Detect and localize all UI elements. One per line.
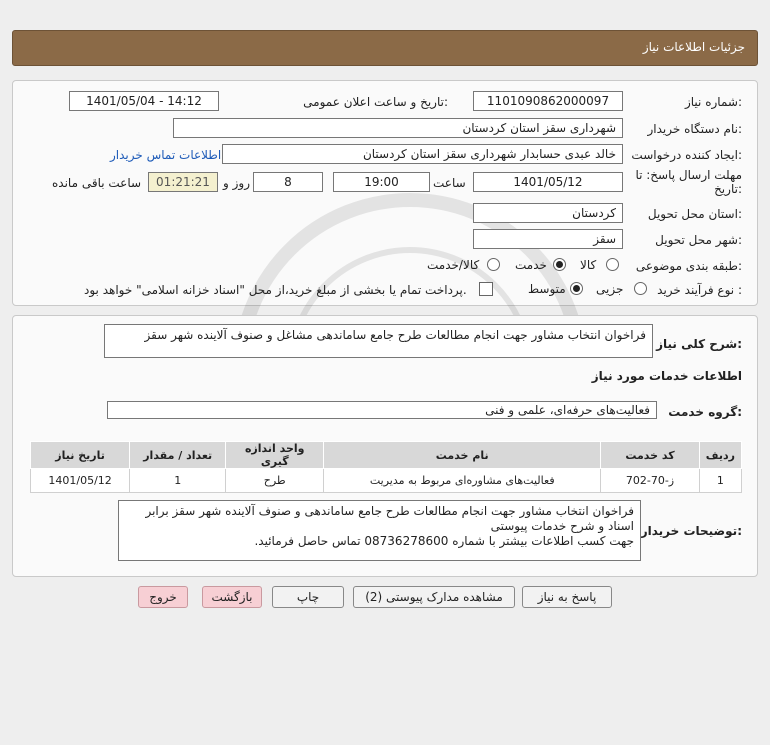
process-option-minor: جزیی	[596, 282, 624, 296]
page-header	[12, 30, 758, 66]
cell-unit: طرح	[226, 469, 324, 493]
category-radio-goods-service[interactable]	[487, 258, 500, 271]
deadline-time-field[interactable]: 19:00	[333, 172, 430, 192]
summary-field[interactable]: فراخوان انتخاب مشاور جهت انجام مطالعات طرح جامع ساماندهی مشاغل و صنوف آلاینده شهر سقز	[104, 324, 653, 358]
cell-quantity: 1	[130, 469, 226, 493]
table-header-row	[31, 442, 742, 469]
buyer-notes-field[interactable]: فراخوان انتخاب مشاور جهت انجام مطالعات طرح جامع ساماندهی و صنوف آلاینده شهر سقز برابر اسناد و شرح خدمات پیوستی جهت کسب اطلاعات بیشتر با شماره 08736278600 تماس حاصل فرمائید.	[118, 500, 641, 561]
buyer-notes-label: توضیحات خریدار:	[640, 524, 742, 538]
process-radio-minor[interactable]	[634, 282, 647, 295]
treasury-payment-checkbox[interactable]	[479, 282, 493, 296]
treasury-payment-note: پرداخت تمام یا بخشی از مبلغ خرید،از محل "اسناد خزانه اسلامی" خواهد بود.	[84, 283, 467, 297]
remaining-time-field: 01:21:21	[148, 172, 218, 192]
need-number-field[interactable]: 1101090862000097	[473, 91, 623, 111]
cell-service-code: ز-70-702	[601, 469, 700, 493]
days-label: روز و	[223, 176, 250, 190]
creator-label: ایجاد کننده درخواست:	[631, 148, 742, 162]
process-label: نوع فرآیند خرید :	[657, 283, 742, 297]
announce-label: تاریخ و ساعت اعلان عمومی:	[303, 95, 448, 109]
cell-service-name: فعالیت‌های مشاوره‌ای مربوط به مدیریت	[324, 469, 601, 493]
services-table	[30, 441, 742, 493]
table-row[interactable]	[31, 469, 742, 493]
back-button[interactable]: بازگشت	[202, 586, 262, 608]
contact-buyer-link[interactable]: اطلاعات تماس خریدار	[110, 148, 222, 162]
page-title: جزئیات اطلاعات نیاز	[642, 40, 745, 54]
need-number-label: شماره نیاز:	[684, 95, 742, 109]
province-label: استان محل تحویل:	[647, 207, 742, 221]
exit-button[interactable]: خروج	[138, 586, 188, 608]
city-label: شهر محل تحویل:	[655, 233, 742, 247]
category-option-service: خدمت	[515, 258, 547, 272]
days-field[interactable]: 8	[253, 172, 323, 192]
view-attachments-button[interactable]: مشاهده مدارک پیوستی (2)	[353, 586, 515, 608]
deadline-date-field[interactable]: 1401/05/12	[473, 172, 623, 192]
print-button[interactable]: چاپ	[272, 586, 344, 608]
creator-field[interactable]: خالد عبدی حسابدار شهرداری سقز استان کردستان	[222, 144, 623, 164]
service-group-label: گروه خدمت:	[668, 405, 742, 419]
cell-need-date: 1401/05/12	[31, 469, 130, 493]
city-field[interactable]: سقز	[473, 229, 623, 249]
category-option-goods-service: کالا/خدمت	[427, 258, 480, 272]
buyer-field[interactable]: شهرداری سقز استان کردستان	[173, 118, 623, 138]
col-service-code: کد خدمت	[601, 442, 700, 469]
cell-row: 1	[699, 469, 741, 493]
deadline-label: مهلت ارسال پاسخ: تا	[635, 168, 742, 182]
category-label: طبقه بندی موضوعی:	[635, 259, 742, 273]
services-section-title: اطلاعات خدمات مورد نیاز	[591, 369, 742, 383]
summary-label: شرح کلی نیاز:	[656, 337, 742, 351]
col-quantity: تعداد / مقدار	[130, 442, 226, 469]
service-group-field[interactable]: فعالیت‌های حرفه‌ای، علمی و فنی	[107, 401, 657, 419]
reply-button[interactable]: پاسخ به نیاز	[522, 586, 612, 608]
province-field[interactable]: کردستان	[473, 203, 623, 223]
deadline-date-label: تاریخ:	[714, 182, 742, 196]
time-label: ساعت	[433, 176, 466, 190]
announce-field[interactable]: 1401/05/04 - 14:12	[69, 91, 219, 111]
remaining-label: ساعت باقی مانده	[52, 176, 142, 190]
col-unit: واحد اندازه گیری	[226, 442, 324, 469]
buyer-label: نام دستگاه خریدار:	[647, 122, 742, 136]
col-service-name: نام خدمت	[324, 442, 601, 469]
category-radio-service[interactable]	[553, 258, 566, 271]
process-radio-medium[interactable]	[570, 282, 583, 295]
col-row: ردیف	[699, 442, 741, 469]
category-radio-goods[interactable]	[606, 258, 619, 271]
category-option-goods: کالا	[580, 258, 597, 272]
col-need-date: تاریخ نیاز	[31, 442, 130, 469]
process-option-medium: متوسط	[528, 282, 566, 296]
